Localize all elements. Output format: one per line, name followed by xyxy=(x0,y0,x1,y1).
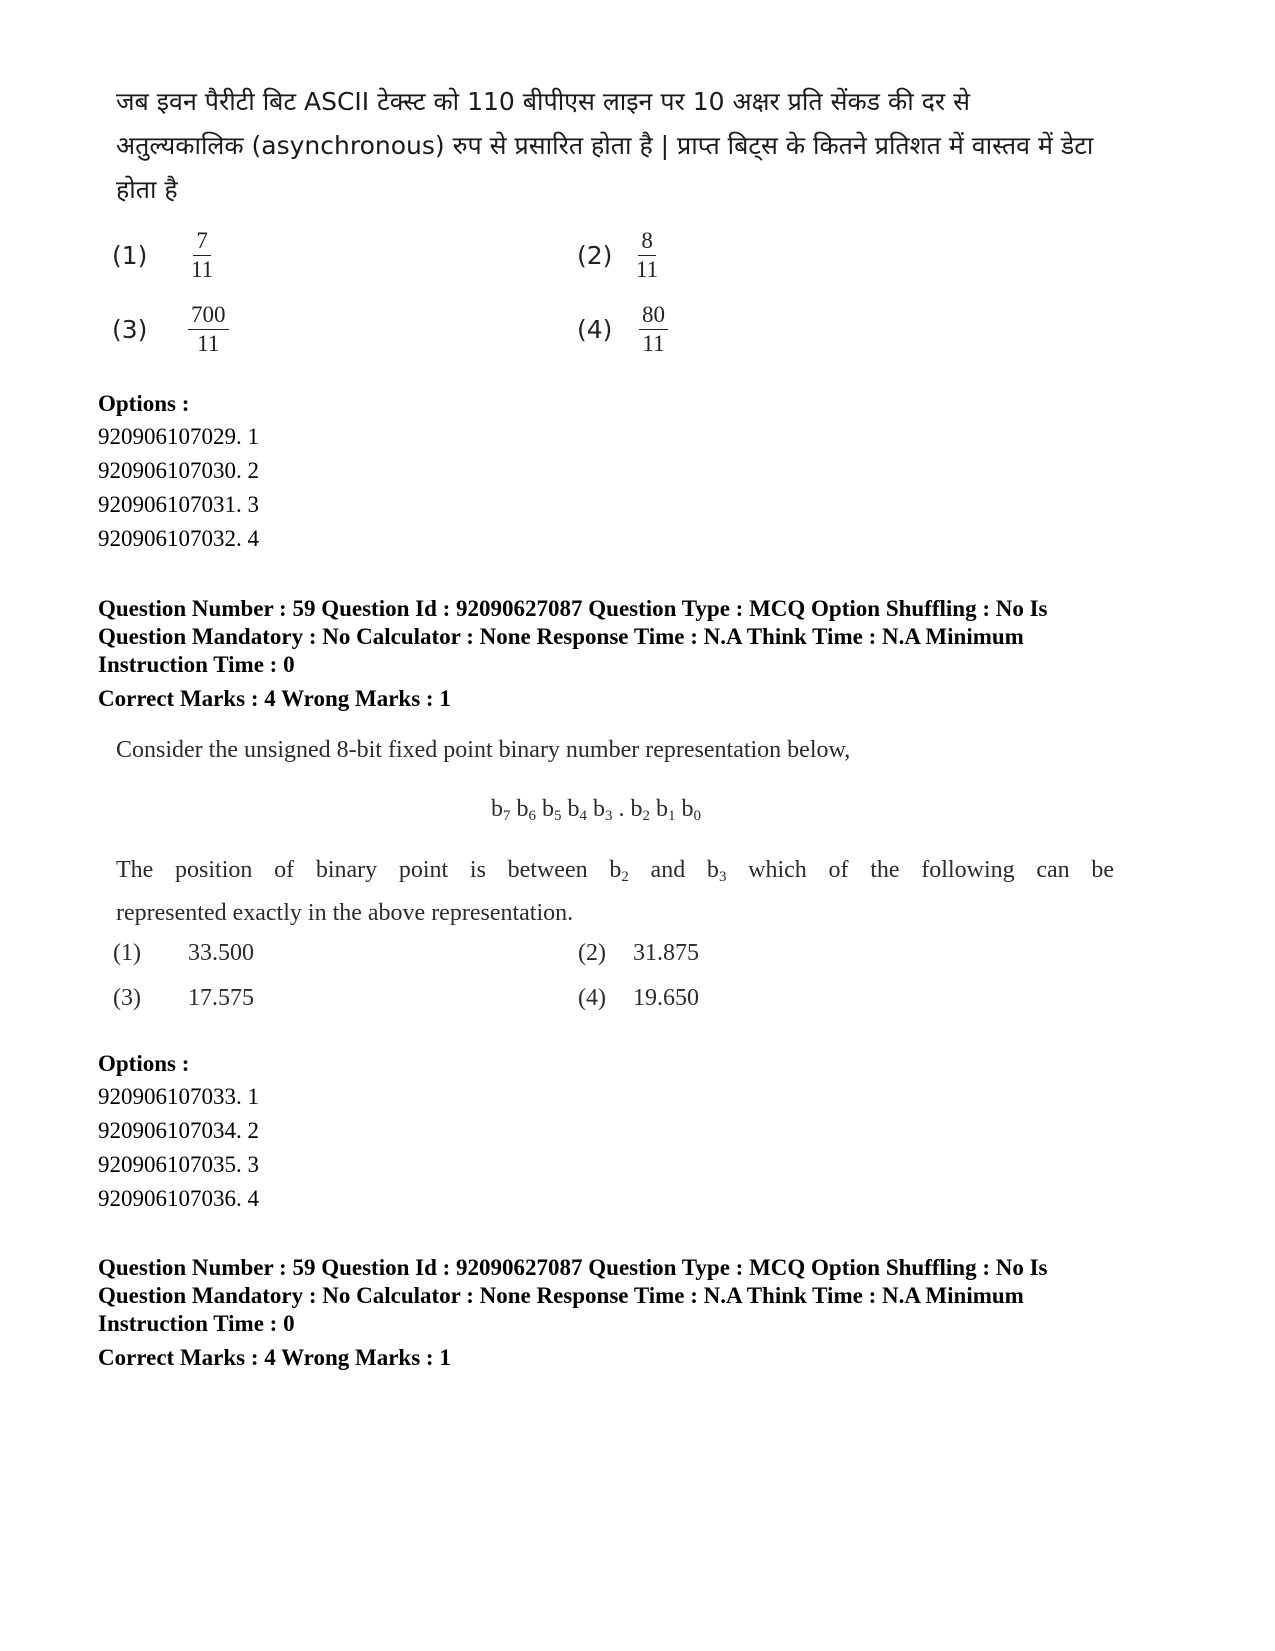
bit-index: 7 xyxy=(503,808,511,824)
option-item: 920906107033. 1 xyxy=(98,1084,259,1109)
options-list xyxy=(98,1048,259,1216)
fraction-numerator: 7 xyxy=(193,228,211,256)
text-run: which of the following can be xyxy=(726,857,1115,883)
answer-choice-2 xyxy=(578,940,699,967)
choice-label: (3) xyxy=(112,315,148,344)
bit-index: 0 xyxy=(693,808,701,824)
bit-symbol: b xyxy=(681,796,694,822)
bit-index: 6 xyxy=(528,808,536,824)
question-meta-line: Question Number : 59 Question Id : 92090627087 Question Type : MCQ Option Shuffling : No Is xyxy=(98,1255,1048,1280)
question-intro xyxy=(116,737,1116,764)
question-body-line: represented exactly in the above representation. xyxy=(116,900,574,926)
option-item: 920906107031. 3 xyxy=(98,492,259,517)
bit-symbol: b xyxy=(516,796,529,822)
marks-line: Correct Marks : 4 Wrong Marks : 1 xyxy=(98,1345,451,1370)
choice-value: 17.575 xyxy=(188,985,254,1011)
question-meta-line: Instruction Time : 0 xyxy=(98,1311,295,1336)
question-meta-line: Question Mandatory : No Calculator : None Response Time : N.A Think Time : N.A Minimum xyxy=(98,1283,1024,1308)
choice-label: (4) xyxy=(577,315,613,344)
fraction-numerator: 700 xyxy=(188,302,229,330)
question-meta xyxy=(98,1254,1198,1372)
fraction-numerator: 80 xyxy=(639,302,668,330)
fraction xyxy=(188,228,216,283)
option-item: 920906107032. 4 xyxy=(98,526,259,551)
fraction-denominator: 11 xyxy=(642,331,665,356)
bit-symbol: b xyxy=(542,796,554,822)
question-intro-text: Consider the unsigned 8-bit fixed point binary number representation below, xyxy=(116,737,851,763)
question-meta xyxy=(98,595,1198,713)
fraction xyxy=(633,228,661,283)
subscript: 3 xyxy=(718,869,727,885)
binary-representation xyxy=(491,796,701,825)
options-title: Options : xyxy=(98,1051,190,1076)
bit-symbol: b xyxy=(593,796,605,822)
question-meta-line: Instruction Time : 0 xyxy=(98,652,295,677)
choice-value: 33.500 xyxy=(188,940,254,966)
answer-choice-4 xyxy=(578,985,699,1012)
answer-choice-1 xyxy=(113,940,254,967)
bit-symbol: b xyxy=(491,796,503,822)
choice-value: 31.875 xyxy=(633,940,699,966)
answer-choice-3 xyxy=(112,302,229,357)
question-body-line xyxy=(116,852,1114,895)
option-item: 920906107035. 3 xyxy=(98,1152,259,1177)
bit-index: 3 xyxy=(605,808,613,824)
binary-point: . xyxy=(618,796,625,822)
choice-value: 19.650 xyxy=(633,985,699,1011)
answer-choice-3 xyxy=(113,985,254,1012)
text-run: The position of binary point is between b xyxy=(116,857,622,883)
hindi-question-line: अतुल्यकालिक (asynchronous) रुप से प्रसारित होता है | प्राप्त बिट्स के कितने प्रतिशत में वास्तव में डेटा xyxy=(116,131,1094,160)
option-item: 920906107030. 2 xyxy=(98,458,259,483)
choice-label: (1) xyxy=(113,940,141,966)
fraction-numerator: 8 xyxy=(638,228,656,256)
hindi-question-line: होता है xyxy=(116,175,178,204)
question-meta-line: Question Number : 59 Question Id : 92090627087 Question Type : MCQ Option Shuffling : No Is xyxy=(98,596,1048,621)
option-item: 920906107036. 4 xyxy=(98,1186,259,1211)
subscript: 2 xyxy=(621,869,629,885)
option-item: 920906107034. 2 xyxy=(98,1118,259,1143)
fraction xyxy=(188,302,229,357)
fraction-denominator: 11 xyxy=(197,331,220,356)
answer-choice-4 xyxy=(577,302,668,357)
marks-line: Correct Marks : 4 Wrong Marks : 1 xyxy=(98,686,451,711)
fraction-denominator: 11 xyxy=(191,257,214,282)
fraction xyxy=(639,302,668,357)
option-item: 920906107029. 1 xyxy=(98,424,259,449)
bit-index: 2 xyxy=(642,808,650,824)
choice-label: (4) xyxy=(578,985,606,1011)
bit-index: 5 xyxy=(554,808,562,824)
choice-label: (3) xyxy=(113,985,141,1011)
hindi-question-text xyxy=(116,80,1116,212)
bit-symbol: b xyxy=(630,796,643,822)
fraction-denominator: 11 xyxy=(636,257,659,282)
answer-choice-1 xyxy=(112,228,216,283)
bit-symbol: b xyxy=(567,796,580,822)
answer-choice-2 xyxy=(577,228,661,283)
choice-label: (1) xyxy=(112,241,148,270)
options-title: Options : xyxy=(98,391,190,416)
options-list xyxy=(98,388,259,556)
question-body xyxy=(116,852,1114,931)
bit-index: 4 xyxy=(579,808,587,824)
choice-label: (2) xyxy=(578,940,606,966)
bit-index: 1 xyxy=(668,808,676,824)
text-run: and b xyxy=(628,857,719,883)
question-meta-line: Question Mandatory : No Calculator : None Response Time : N.A Think Time : N.A Minimum xyxy=(98,624,1024,649)
hindi-question-line: जब इवन पैरीटी बिट ASCII टेक्स्ट को 110 बीपीएस लाइन पर 10 अक्षर प्रति सेंकड की दर से xyxy=(116,87,970,116)
bit-symbol: b xyxy=(656,796,668,822)
choice-label: (2) xyxy=(577,241,613,270)
